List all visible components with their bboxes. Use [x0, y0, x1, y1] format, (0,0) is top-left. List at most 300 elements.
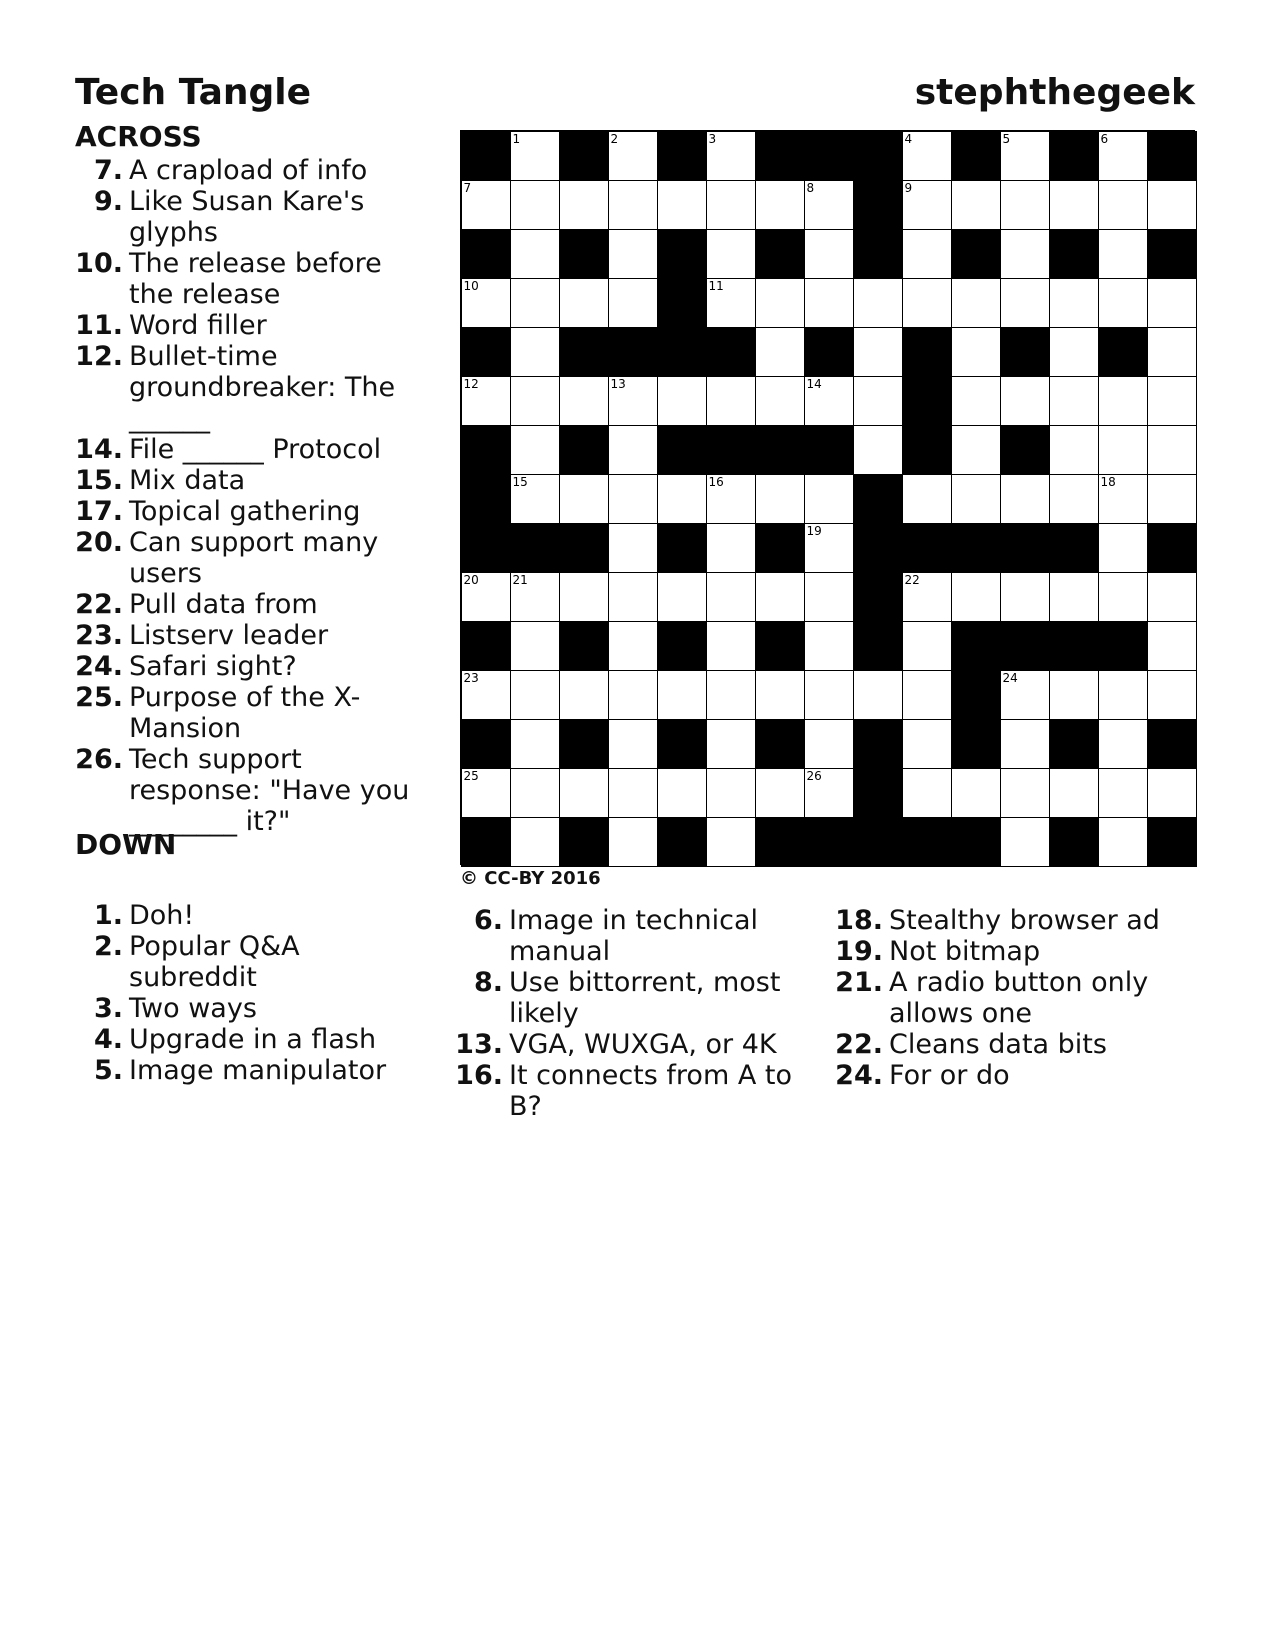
clue-number: 1. — [93, 900, 123, 931]
grid-cell[interactable] — [706, 180, 756, 230]
grid-cell[interactable] — [559, 180, 609, 230]
grid-cell[interactable] — [657, 572, 707, 622]
grid-cell[interactable] — [1049, 572, 1099, 622]
grid-cell[interactable] — [657, 180, 707, 230]
grid-cell[interactable] — [706, 768, 756, 818]
grid-block — [902, 376, 952, 426]
grid-block — [1049, 621, 1099, 671]
grid-cell[interactable] — [951, 572, 1001, 622]
grid-cell[interactable] — [706, 621, 756, 671]
clue-text: Bullet-time groundbreaker: The ______ — [129, 341, 396, 434]
grid-cell[interactable] — [902, 180, 952, 230]
grid-block — [1000, 621, 1050, 671]
grid-cell[interactable] — [608, 719, 658, 769]
grid-cell[interactable] — [608, 229, 658, 279]
grid-cell[interactable] — [804, 278, 854, 328]
grid-cell[interactable] — [902, 229, 952, 279]
clue-number: 13. — [455, 1029, 503, 1060]
grid-cell[interactable] — [706, 817, 756, 867]
grid-cell[interactable] — [510, 474, 560, 524]
grid-cell[interactable] — [902, 621, 952, 671]
grid-cell[interactable] — [1147, 474, 1197, 524]
clue-item — [835, 1060, 1190, 1091]
grid-block — [1147, 229, 1197, 279]
cell-number: 25 — [463, 768, 479, 783]
grid-cell[interactable] — [608, 474, 658, 524]
grid-cell[interactable] — [461, 180, 511, 230]
grid-cell[interactable] — [951, 180, 1001, 230]
down-clue-list-col3 — [835, 905, 1190, 1091]
grid-cell[interactable] — [1000, 817, 1050, 867]
grid-block — [608, 327, 658, 377]
grid-cell[interactable] — [559, 572, 609, 622]
grid-cell[interactable] — [510, 131, 560, 181]
clue-item — [75, 434, 420, 465]
clue-number: 19. — [835, 936, 883, 967]
grid-cell[interactable] — [755, 278, 805, 328]
clue-number: 21. — [835, 967, 883, 998]
grid-cell[interactable] — [608, 817, 658, 867]
grid-cell[interactable] — [902, 719, 952, 769]
down-clue-list-col2 — [455, 905, 810, 1122]
grid-cell[interactable] — [1098, 278, 1148, 328]
grid-cell[interactable] — [706, 131, 756, 181]
clue-text: Pull data from — [129, 589, 318, 620]
clue-item — [455, 967, 810, 1029]
grid-cell[interactable] — [1049, 670, 1099, 720]
grid-block — [461, 229, 511, 279]
grid-cell[interactable] — [608, 131, 658, 181]
clue-item — [75, 589, 420, 620]
grid-block — [657, 131, 707, 181]
clue-item — [75, 900, 420, 931]
clue-number: 22. — [75, 589, 123, 620]
grid-block — [559, 817, 609, 867]
clue-number: 8. — [473, 967, 503, 998]
grid-cell[interactable] — [804, 376, 854, 426]
grid-block — [755, 425, 805, 475]
grid-block — [1049, 817, 1099, 867]
grid-cell[interactable] — [902, 572, 952, 622]
grid-cell[interactable] — [706, 229, 756, 279]
grid-cell[interactable] — [902, 768, 952, 818]
clue-text: Popular Q&A subreddit — [129, 931, 300, 993]
clue-text: Safari sight? — [129, 651, 297, 682]
cell-number: 11 — [708, 278, 724, 293]
grid-cell[interactable] — [853, 670, 903, 720]
grid-block — [1098, 327, 1148, 377]
clue-item — [835, 936, 1190, 967]
grid-block — [755, 523, 805, 573]
grid-cell[interactable] — [804, 768, 854, 818]
grid-cell[interactable] — [1049, 474, 1099, 524]
clue-number: 25. — [75, 682, 123, 713]
grid-cell[interactable] — [1147, 425, 1197, 475]
grid-cell[interactable] — [1147, 180, 1197, 230]
grid-cell[interactable] — [608, 425, 658, 475]
grid-cell[interactable] — [510, 180, 560, 230]
grid-cell[interactable] — [1098, 817, 1148, 867]
clue-text: Upgrade in a flash — [129, 1024, 377, 1055]
clue-number: 5. — [93, 1055, 123, 1086]
grid-block — [755, 817, 805, 867]
grid-cell[interactable] — [559, 768, 609, 818]
clue-number: 17. — [75, 496, 123, 527]
clue-text: A crapload of info — [129, 155, 368, 186]
grid-block — [559, 425, 609, 475]
grid-cell[interactable] — [510, 278, 560, 328]
grid-block — [755, 621, 805, 671]
cell-number: 26 — [806, 768, 822, 783]
cell-number: 10 — [463, 278, 479, 293]
grid-cell[interactable] — [1098, 474, 1148, 524]
clue-text: VGA, WUXGA, or 4K — [509, 1029, 777, 1060]
clue-text: Stealthy browser ad — [889, 905, 1160, 936]
grid-block — [657, 719, 707, 769]
grid-cell[interactable] — [804, 523, 854, 573]
cell-number: 5 — [1002, 131, 1011, 146]
grid-cell[interactable] — [1000, 768, 1050, 818]
grid-block — [657, 278, 707, 328]
cell-number: 18 — [1100, 474, 1116, 489]
clue-number: 15. — [75, 465, 123, 496]
grid-cell[interactable] — [608, 180, 658, 230]
grid-cell[interactable] — [461, 768, 511, 818]
grid-block — [755, 131, 805, 181]
grid-block — [461, 425, 511, 475]
grid-cell[interactable] — [1147, 278, 1197, 328]
clue-number: 12. — [75, 341, 123, 372]
clue-number: 10. — [75, 248, 123, 279]
grid-cell[interactable] — [804, 474, 854, 524]
grid-cell[interactable] — [510, 768, 560, 818]
grid-cell[interactable] — [510, 621, 560, 671]
grid-block — [1147, 523, 1197, 573]
grid-block — [510, 523, 560, 573]
grid-cell[interactable] — [706, 376, 756, 426]
grid-cell[interactable] — [755, 376, 805, 426]
clue-text: Image in technical manual — [509, 905, 758, 967]
grid-block — [902, 425, 952, 475]
clue-item — [455, 905, 810, 967]
grid-cell[interactable] — [1147, 376, 1197, 426]
clue-number: 23. — [75, 620, 123, 651]
grid-cell[interactable] — [706, 719, 756, 769]
grid-cell[interactable] — [1000, 278, 1050, 328]
clue-text: Image manipulator — [129, 1055, 387, 1086]
cell-number: 4 — [904, 131, 913, 146]
clue-item — [75, 310, 420, 341]
grid-cell[interactable] — [1098, 131, 1148, 181]
grid-cell[interactable] — [1147, 768, 1197, 818]
cell-number: 23 — [463, 670, 479, 685]
grid-block — [1147, 719, 1197, 769]
grid-block — [951, 719, 1001, 769]
cell-number: 16 — [708, 474, 724, 489]
grid-cell[interactable] — [1000, 229, 1050, 279]
grid-cell[interactable] — [902, 474, 952, 524]
grid-block — [951, 229, 1001, 279]
grid-cell[interactable] — [951, 278, 1001, 328]
grid-block — [804, 425, 854, 475]
clue-item — [75, 248, 420, 310]
grid-block — [902, 523, 952, 573]
grid-cell[interactable] — [1000, 180, 1050, 230]
grid-block — [755, 719, 805, 769]
grid-cell[interactable] — [461, 572, 511, 622]
clue-item — [75, 341, 420, 434]
grid-cell[interactable] — [804, 621, 854, 671]
grid-cell[interactable] — [510, 817, 560, 867]
clue-item — [75, 186, 420, 248]
clue-text: Mix data — [129, 465, 246, 496]
clue-text: Tech support response: "Have you ________ it?" — [129, 744, 410, 837]
grid-cell[interactable] — [1147, 572, 1197, 622]
grid-block — [461, 131, 511, 181]
grid-block — [853, 474, 903, 524]
grid-cell[interactable] — [951, 474, 1001, 524]
grid-cell[interactable] — [1147, 670, 1197, 720]
grid-cell[interactable] — [755, 572, 805, 622]
down-heading: DOWN — [75, 828, 177, 861]
grid-cell[interactable] — [902, 131, 952, 181]
grid-cell[interactable] — [510, 719, 560, 769]
clue-text: For or do — [889, 1060, 1010, 1091]
grid-cell[interactable] — [1000, 719, 1050, 769]
grid-cell[interactable] — [1147, 327, 1197, 377]
clue-item — [75, 155, 420, 186]
clue-item — [75, 931, 420, 993]
grid-cell[interactable] — [657, 670, 707, 720]
grid-cell[interactable] — [1049, 768, 1099, 818]
grid-block — [559, 621, 609, 671]
grid-block — [853, 817, 903, 867]
grid-cell[interactable] — [853, 278, 903, 328]
down-clue-list-col1 — [75, 900, 420, 1086]
grid-cell[interactable] — [1049, 376, 1099, 426]
cell-number: 22 — [904, 572, 920, 587]
grid-cell[interactable] — [608, 523, 658, 573]
grid-block — [951, 523, 1001, 573]
grid-cell[interactable] — [1000, 376, 1050, 426]
grid-cell[interactable] — [1049, 278, 1099, 328]
grid-block — [853, 719, 903, 769]
grid-cell[interactable] — [510, 425, 560, 475]
grid-cell[interactable] — [755, 670, 805, 720]
grid-cell[interactable] — [657, 474, 707, 524]
clue-text: The release before the release — [129, 248, 382, 310]
grid-block — [559, 131, 609, 181]
grid-cell[interactable] — [804, 572, 854, 622]
grid-block — [706, 327, 756, 377]
grid-cell[interactable] — [1098, 180, 1148, 230]
grid-cell[interactable] — [951, 376, 1001, 426]
grid-block — [1000, 327, 1050, 377]
grid-block — [902, 327, 952, 377]
grid-cell[interactable] — [1000, 474, 1050, 524]
grid-cell[interactable] — [1049, 425, 1099, 475]
grid-cell[interactable] — [804, 229, 854, 279]
clue-number: 26. — [75, 744, 123, 775]
grid-cell[interactable] — [608, 376, 658, 426]
grid-cell[interactable] — [657, 376, 707, 426]
grid-block — [1049, 523, 1099, 573]
cell-number: 1 — [512, 131, 521, 146]
grid-cell[interactable] — [510, 670, 560, 720]
grid-cell[interactable] — [461, 376, 511, 426]
grid-cell[interactable] — [706, 474, 756, 524]
grid-cell[interactable] — [853, 327, 903, 377]
grid-cell[interactable] — [951, 425, 1001, 475]
grid-cell[interactable] — [1147, 621, 1197, 671]
grid-block — [1049, 229, 1099, 279]
cell-number: 14 — [806, 376, 822, 391]
grid-block — [804, 817, 854, 867]
cell-number: 19 — [806, 523, 822, 538]
grid-block — [657, 327, 707, 377]
clue-number: 11. — [75, 310, 123, 341]
clue-item — [835, 1029, 1190, 1060]
grid-block — [902, 817, 952, 867]
grid-cell[interactable] — [853, 376, 903, 426]
grid-cell[interactable] — [1098, 425, 1148, 475]
cell-number: 3 — [708, 131, 717, 146]
grid-cell[interactable] — [559, 474, 609, 524]
grid-block — [657, 817, 707, 867]
grid-block — [853, 180, 903, 230]
grid-cell[interactable] — [804, 670, 854, 720]
grid-cell[interactable] — [1098, 523, 1148, 573]
clue-text: File ______ Protocol — [129, 434, 382, 465]
grid-cell[interactable] — [755, 180, 805, 230]
clue-item — [75, 496, 420, 527]
grid-cell[interactable] — [510, 327, 560, 377]
grid-block — [1147, 817, 1197, 867]
clue-text: Purpose of the X-Mansion — [129, 682, 361, 744]
grid-cell[interactable] — [755, 474, 805, 524]
grid-cell[interactable] — [510, 229, 560, 279]
grid-cell[interactable] — [706, 523, 756, 573]
clue-number: 6. — [473, 905, 503, 936]
crossword-grid — [460, 130, 1195, 865]
grid-block — [1049, 719, 1099, 769]
grid-block — [951, 817, 1001, 867]
grid-cell[interactable] — [608, 621, 658, 671]
grid-cell[interactable] — [1098, 768, 1148, 818]
grid-block — [657, 621, 707, 671]
grid-block — [657, 425, 707, 475]
grid-cell[interactable] — [755, 768, 805, 818]
grid-cell[interactable] — [559, 670, 609, 720]
grid-cell[interactable] — [608, 572, 658, 622]
clue-text: Like Susan Kare's glyphs — [129, 186, 365, 248]
grid-block — [853, 131, 903, 181]
grid-cell[interactable] — [706, 572, 756, 622]
grid-cell[interactable] — [1098, 719, 1148, 769]
grid-cell[interactable] — [1098, 670, 1148, 720]
grid-cell[interactable] — [951, 327, 1001, 377]
grid-cell[interactable] — [1000, 670, 1050, 720]
grid-block — [853, 621, 903, 671]
grid-cell[interactable] — [1098, 229, 1148, 279]
clue-number: 20. — [75, 527, 123, 558]
grid-block — [951, 131, 1001, 181]
grid-block — [1000, 523, 1050, 573]
clue-text: Two ways — [129, 993, 257, 1024]
clue-item — [75, 651, 420, 682]
grid-cell[interactable] — [461, 278, 511, 328]
grid-cell[interactable] — [755, 327, 805, 377]
clue-text: Topical gathering — [129, 496, 361, 527]
grid-block — [559, 327, 609, 377]
cell-number: 24 — [1002, 670, 1018, 685]
grid-block — [657, 523, 707, 573]
clue-number: 3. — [93, 993, 123, 1024]
cell-number: 7 — [463, 180, 472, 195]
clue-text: Cleans data bits — [889, 1029, 1107, 1060]
grid-block — [559, 229, 609, 279]
grid-cell[interactable] — [951, 768, 1001, 818]
cell-number: 20 — [463, 572, 479, 587]
grid-cell[interactable] — [510, 376, 560, 426]
grid-block — [461, 523, 511, 573]
grid-cell[interactable] — [608, 768, 658, 818]
grid-cell[interactable] — [1098, 376, 1148, 426]
grid-block — [1049, 131, 1099, 181]
cell-number: 9 — [904, 180, 913, 195]
clue-number: 24. — [835, 1060, 883, 1091]
grid-cell[interactable] — [608, 278, 658, 328]
grid-cell[interactable] — [902, 278, 952, 328]
clue-number: 7. — [93, 155, 123, 186]
clue-number: 9. — [93, 186, 123, 217]
clue-text: Word filler — [129, 310, 267, 341]
grid-cell[interactable] — [706, 278, 756, 328]
across-heading: ACROSS — [75, 120, 202, 153]
grid-block — [461, 621, 511, 671]
grid-block — [853, 572, 903, 622]
grid-block — [559, 523, 609, 573]
clue-item — [75, 993, 420, 1024]
grid-cell[interactable] — [510, 572, 560, 622]
cell-number: 8 — [806, 180, 815, 195]
grid-cell[interactable] — [461, 670, 511, 720]
grid-cell[interactable] — [657, 768, 707, 818]
grid-cell[interactable] — [608, 670, 658, 720]
grid-block — [951, 670, 1001, 720]
clue-number: 2. — [93, 931, 123, 962]
grid-cell[interactable] — [706, 670, 756, 720]
grid-cell[interactable] — [1049, 327, 1099, 377]
grid-block — [853, 229, 903, 279]
grid-cell[interactable] — [902, 670, 952, 720]
grid-cell[interactable] — [1000, 572, 1050, 622]
grid-cell[interactable] — [559, 376, 609, 426]
grid-cell[interactable] — [1049, 180, 1099, 230]
grid-block — [657, 229, 707, 279]
clue-item — [75, 527, 420, 589]
clue-text: A radio button only allows one — [889, 967, 1149, 1029]
grid-block — [559, 719, 609, 769]
cell-number: 15 — [512, 474, 528, 489]
grid-cell[interactable] — [804, 180, 854, 230]
grid-cell[interactable] — [804, 719, 854, 769]
grid-cell[interactable] — [853, 425, 903, 475]
clue-text: Use bittorrent, most likely — [509, 967, 781, 1029]
grid-cell[interactable] — [559, 278, 609, 328]
grid-cell[interactable] — [1000, 131, 1050, 181]
grid-cell[interactable] — [1098, 572, 1148, 622]
